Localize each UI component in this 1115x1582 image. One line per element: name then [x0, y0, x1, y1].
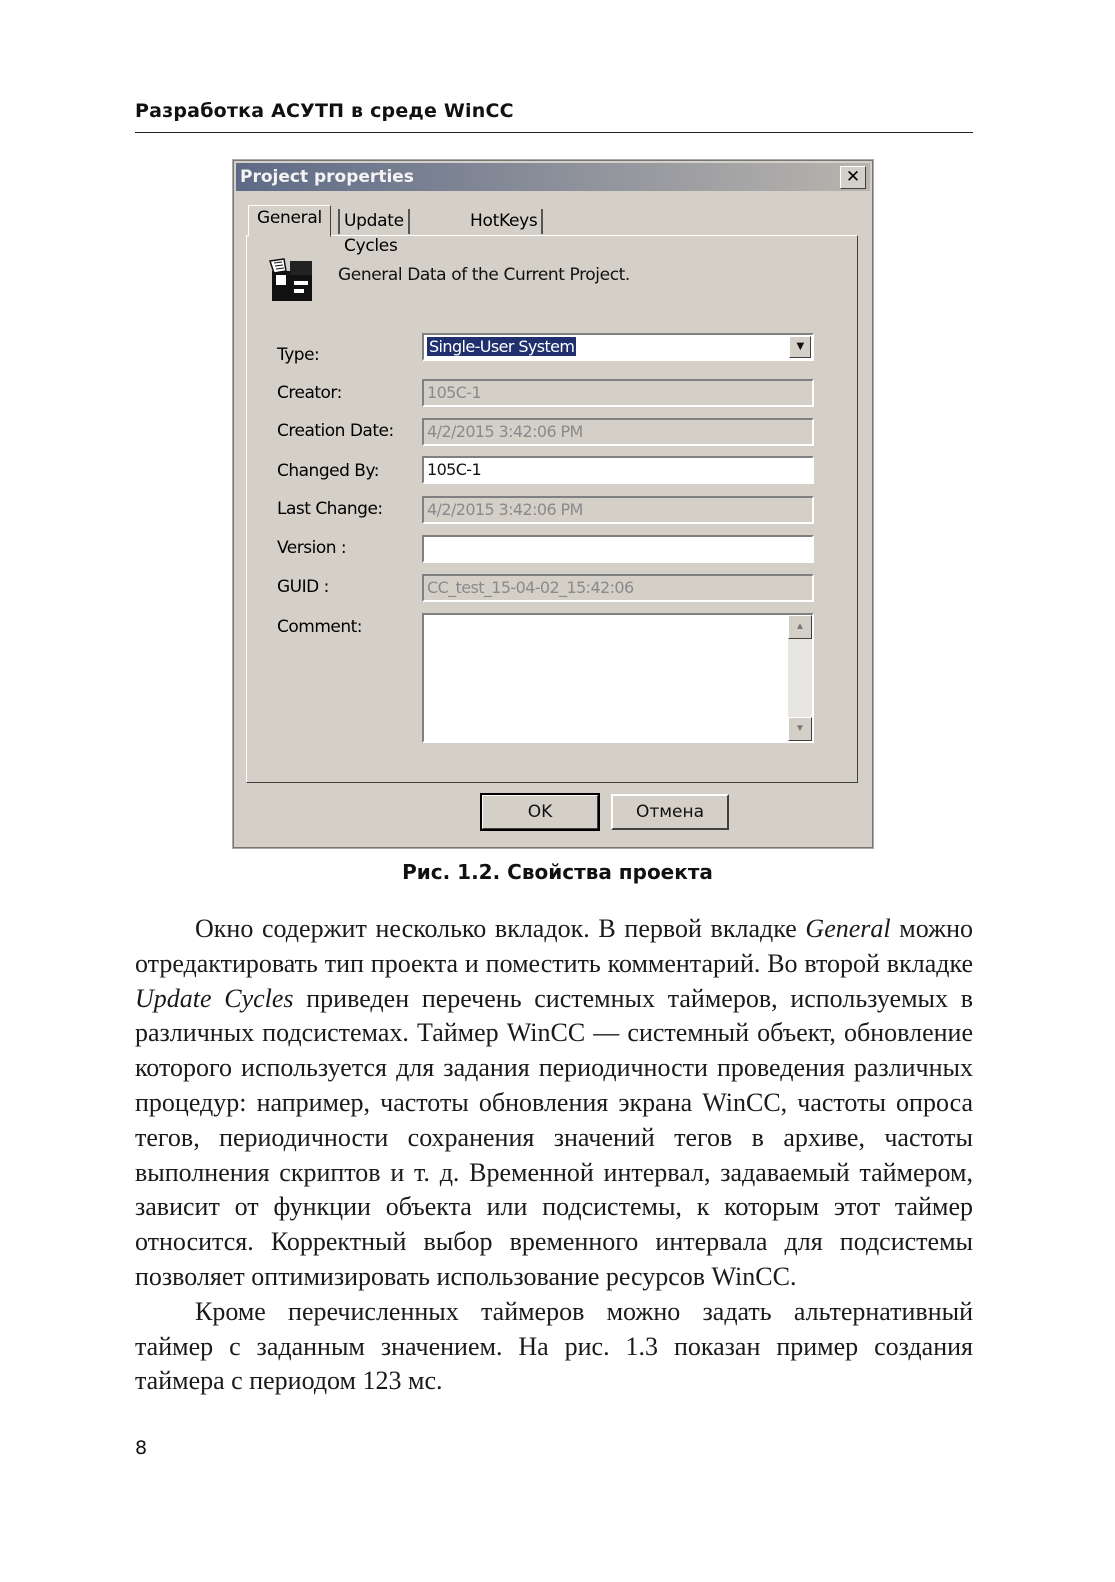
header-rule — [135, 132, 973, 133]
scroll-up-icon[interactable]: ▲ — [788, 615, 812, 639]
project-icon — [266, 257, 318, 303]
version-field[interactable] — [422, 535, 814, 563]
version-label: Version : — [277, 538, 347, 558]
changed-by-field[interactable]: 105C-1 — [422, 456, 814, 484]
creation-date-label: Creation Date: — [277, 421, 394, 441]
comment-label: Comment: — [277, 617, 363, 637]
scroll-down-icon[interactable]: ▼ — [788, 717, 812, 741]
type-select[interactable] — [422, 333, 814, 361]
tab-update-cycles[interactable]: Update Cycles — [338, 209, 410, 234]
close-icon[interactable]: ✕ — [840, 166, 866, 189]
creator-field: 105C-1 — [422, 379, 814, 407]
tab-general[interactable]: General — [248, 205, 331, 237]
type-label: Type: — [277, 345, 320, 365]
guid-label: GUID : — [277, 577, 329, 597]
running-head: Разработка АСУТП в среде WinCC — [135, 100, 514, 122]
comment-scrollbar[interactable] — [788, 615, 812, 741]
guid-field: CC_test_15-04-02_15:42:06 — [422, 574, 814, 602]
dialog-titlebar[interactable] — [236, 163, 870, 191]
last-change-label: Last Change: — [277, 499, 383, 519]
ok-button[interactable]: OK — [481, 794, 599, 830]
figure-caption: Рис. 1.2. Свойства проекта — [402, 860, 713, 884]
project-properties-dialog — [233, 160, 873, 848]
paragraph-2: Кроме перечисленных таймеров можно задать альтернативный таймер с заданным значением. На рис. 1.3 показан пример создания таймера с периодом 123 мс. — [135, 1296, 973, 1396]
chevron-down-icon[interactable]: ▼ — [789, 336, 811, 358]
last-change-field: 4/2/2015 3:42:06 PM — [422, 496, 814, 524]
paragraph-1: Окно содержит несколько вкладок. В первой вкладке General можно отредактировать тип проекта и поместить комментарий. Во второй вкладке Update Cycles приведен перечень системных таймеров, используемых в различных подсистемах. Таймер WinCC — системный объект, обновление которого используется для задания периодичности проведения различных процедур: например, частоты обновления экрана WinCC, частоты опроса тегов, периодичности сохранения значений тегов в архиве, частоты выполнения скриптов и т. д. Временной интервал, задаваемый таймером, зависит от функции объекта или подсистемы, к которым этот таймер относится. Корректный выбор временного интервала для подсистемы позволяет оптимизировать использование ресурсов WinCC. — [135, 914, 974, 1291]
body-text — [135, 912, 973, 1399]
comment-textarea[interactable] — [422, 613, 814, 743]
creator-label: Creator: — [277, 383, 342, 403]
page-number: 8 — [135, 1437, 148, 1459]
creation-date-field: 4/2/2015 3:42:06 PM — [422, 418, 814, 446]
type-value: Single-User System — [429, 337, 575, 356]
panel-heading: General Data of the Current Project. — [338, 265, 630, 285]
tab-hotkeys[interactable]: HotKeys — [470, 209, 543, 234]
cancel-button[interactable]: Отмена — [611, 794, 729, 830]
dialog-title: Project properties — [240, 167, 414, 187]
changed-by-label: Changed By: — [277, 461, 379, 481]
